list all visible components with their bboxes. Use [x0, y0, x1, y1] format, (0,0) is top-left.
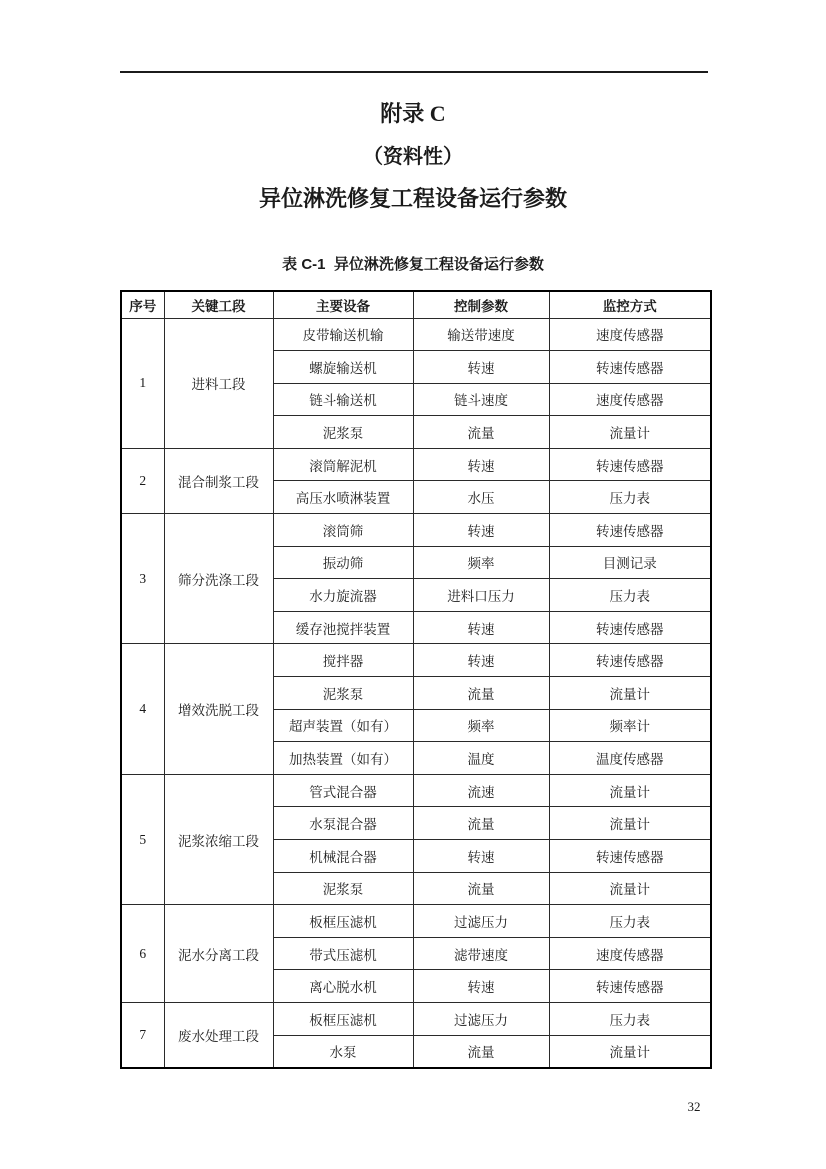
- cell-main-equipment: 水力旋流器: [273, 579, 413, 612]
- cell-monitoring-method: 流量计: [549, 807, 711, 840]
- cell-main-equipment: 板框压滤机: [273, 905, 413, 938]
- header-monitoring-method: 监控方式: [549, 291, 711, 318]
- table-caption: 表 C-1 异位淋洗修复工程设备运行参数: [282, 256, 544, 273]
- cell-control-parameter: 输送带速度: [413, 318, 549, 351]
- cell-monitoring-method: 转速传感器: [549, 644, 711, 677]
- cell-main-equipment: 振动筛: [273, 546, 413, 579]
- cell-key-section: 混合制浆工段: [164, 448, 273, 513]
- cell-main-equipment: 泥浆泵: [273, 416, 413, 449]
- table-header-row: [121, 291, 711, 318]
- table-row: [121, 1002, 711, 1035]
- cell-serial-number: 2: [121, 448, 164, 513]
- header-main-equipment: 主要设备: [273, 291, 413, 318]
- cell-monitoring-method: 转速传感器: [549, 611, 711, 644]
- cell-monitoring-method: 频率计: [549, 709, 711, 742]
- appendix-heading: 异位淋洗修复工程设备运行参数: [258, 186, 567, 211]
- cell-monitoring-method: 转速传感器: [549, 351, 711, 384]
- cell-serial-number: 7: [121, 1002, 164, 1067]
- cell-main-equipment: 滚筒筛: [273, 514, 413, 547]
- cell-main-equipment: 板框压滤机: [273, 1002, 413, 1035]
- cell-control-parameter: 转速: [413, 644, 549, 677]
- cell-control-parameter: 流速: [413, 774, 549, 807]
- header-rule: [120, 71, 708, 73]
- appendix-subtitle: （资料性）: [363, 146, 463, 168]
- cell-main-equipment: 链斗输送机: [273, 383, 413, 416]
- cell-serial-number: 4: [121, 644, 164, 774]
- cell-main-equipment: 超声装置（如有）: [273, 709, 413, 742]
- cell-control-parameter: 过滤压力: [413, 905, 549, 938]
- cell-control-parameter: 转速: [413, 970, 549, 1003]
- cell-control-parameter: 流量: [413, 416, 549, 449]
- cell-main-equipment: 滚筒解泥机: [273, 448, 413, 481]
- cell-main-equipment: 管式混合器: [273, 774, 413, 807]
- cell-control-parameter: 过滤压力: [413, 1002, 549, 1035]
- cell-monitoring-method: 速度传感器: [549, 318, 711, 351]
- cell-monitoring-method: 流量计: [549, 774, 711, 807]
- header-control-parameter: 控制参数: [413, 291, 549, 318]
- cell-monitoring-method: 目测记录: [549, 546, 711, 579]
- cell-monitoring-method: 流量计: [549, 677, 711, 710]
- cell-control-parameter: 水压: [413, 481, 549, 514]
- cell-main-equipment: 缓存池搅拌装置: [273, 611, 413, 644]
- table-row: [121, 774, 711, 807]
- cell-main-equipment: 带式压滤机: [273, 937, 413, 970]
- table-row: [121, 514, 711, 547]
- page-number: 32: [687, 1099, 701, 1114]
- cell-main-equipment: 皮带输送机输: [273, 318, 413, 351]
- cell-key-section: 筛分洗涤工段: [164, 514, 273, 644]
- cell-control-parameter: 流量: [413, 1035, 549, 1068]
- cell-main-equipment: 高压水喷淋装置: [273, 481, 413, 514]
- cell-monitoring-method: 速度传感器: [549, 383, 711, 416]
- cell-monitoring-method: 速度传感器: [549, 937, 711, 970]
- cell-monitoring-method: 压力表: [549, 1002, 711, 1035]
- cell-monitoring-method: 压力表: [549, 579, 711, 612]
- cell-monitoring-method: 流量计: [549, 416, 711, 449]
- header-serial-number: 序号: [121, 291, 164, 318]
- cell-control-parameter: 滤带速度: [413, 937, 549, 970]
- cell-control-parameter: 链斗速度: [413, 383, 549, 416]
- cell-control-parameter: 转速: [413, 840, 549, 873]
- cell-monitoring-method: 压力表: [549, 481, 711, 514]
- appendix-title: 附录 C: [380, 101, 446, 126]
- cell-main-equipment: 泥浆泵: [273, 677, 413, 710]
- cell-control-parameter: 转速: [413, 514, 549, 547]
- cell-monitoring-method: 转速传感器: [549, 448, 711, 481]
- cell-control-parameter: 温度: [413, 742, 549, 775]
- cell-serial-number: 6: [121, 905, 164, 1003]
- cell-main-equipment: 螺旋输送机: [273, 351, 413, 384]
- cell-main-equipment: 泥浆泵: [273, 872, 413, 905]
- cell-main-equipment: 水泵: [273, 1035, 413, 1068]
- cell-serial-number: 5: [121, 774, 164, 904]
- cell-control-parameter: 转速: [413, 448, 549, 481]
- cell-serial-number: 3: [121, 514, 164, 644]
- cell-key-section: 泥水分离工段: [164, 905, 273, 1003]
- cell-monitoring-method: 转速传感器: [549, 970, 711, 1003]
- cell-key-section: 增效洗脱工段: [164, 644, 273, 774]
- table-body: [121, 318, 711, 1068]
- cell-monitoring-method: 转速传感器: [549, 514, 711, 547]
- cell-monitoring-method: 流量计: [549, 872, 711, 905]
- cell-serial-number: 1: [121, 318, 164, 448]
- cell-main-equipment: 加热装置（如有）: [273, 742, 413, 775]
- cell-control-parameter: 转速: [413, 611, 549, 644]
- cell-control-parameter: 流量: [413, 677, 549, 710]
- cell-control-parameter: 流量: [413, 807, 549, 840]
- cell-main-equipment: 离心脱水机: [273, 970, 413, 1003]
- cell-monitoring-method: 转速传感器: [549, 840, 711, 873]
- cell-monitoring-method: 温度传感器: [549, 742, 711, 775]
- cell-control-parameter: 转速: [413, 351, 549, 384]
- cell-main-equipment: 机械混合器: [273, 840, 413, 873]
- table-row: [121, 905, 711, 938]
- cell-control-parameter: 频率: [413, 546, 549, 579]
- header-key-section: 关键工段: [164, 291, 273, 318]
- cell-monitoring-method: 流量计: [549, 1035, 711, 1068]
- cell-key-section: 废水处理工段: [164, 1002, 273, 1067]
- cell-control-parameter: 频率: [413, 709, 549, 742]
- cell-key-section: 进料工段: [164, 318, 273, 448]
- table-row: [121, 448, 711, 481]
- cell-control-parameter: 流量: [413, 872, 549, 905]
- cell-control-parameter: 进料口压力: [413, 579, 549, 612]
- cell-key-section: 泥浆浓缩工段: [164, 774, 273, 904]
- cell-main-equipment: 搅拌器: [273, 644, 413, 677]
- cell-main-equipment: 水泵混合器: [273, 807, 413, 840]
- equipment-parameters-table: [120, 290, 712, 1069]
- table-row: [121, 318, 711, 351]
- cell-monitoring-method: 压力表: [549, 905, 711, 938]
- table-row: [121, 644, 711, 677]
